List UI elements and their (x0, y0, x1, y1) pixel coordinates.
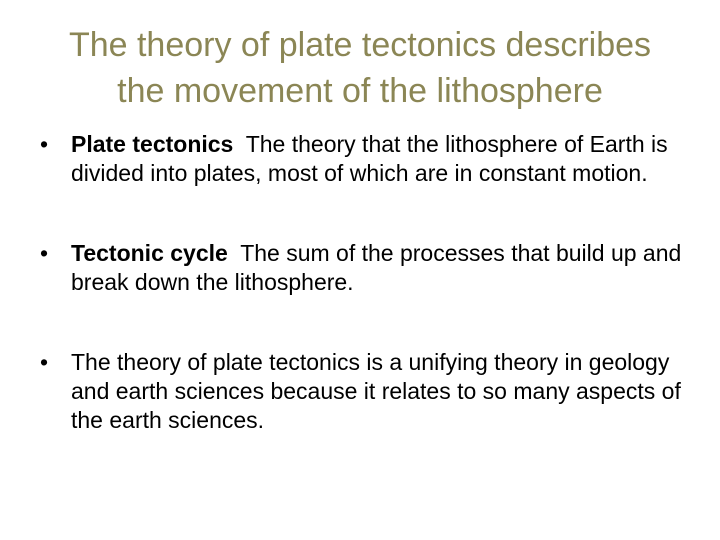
bullet-text: The sum of the processes that build up and break down the lithosphere. (71, 240, 682, 295)
bullet-item-plate-tectonics (40, 130, 690, 188)
bullet-term: Tectonic cycle (71, 240, 228, 266)
bullet-item-tectonic-cycle (40, 239, 690, 297)
bullet-text: The theory that the lithosphere of Earth is divided into plates, most of which are in constant motion. (71, 131, 668, 186)
slide-title-line-1: The theory of plate tectonics describes (68, 26, 652, 64)
slide-title-line-2: the movement of the lithosphere (117, 72, 603, 110)
bullet-list (40, 130, 690, 435)
slide-title (20, 22, 700, 114)
bullet-marker: • (40, 240, 49, 266)
bullet-item-unifying-theory (40, 348, 690, 435)
bullet-marker: • (40, 131, 49, 157)
bullet-text: The theory of plate tectonics is a unifying theory in geology and earth sciences because it relates to so many aspects of the earth sciences. (71, 349, 681, 433)
bullet-marker: • (40, 349, 49, 375)
bullet-term: Plate tectonics (71, 131, 234, 157)
